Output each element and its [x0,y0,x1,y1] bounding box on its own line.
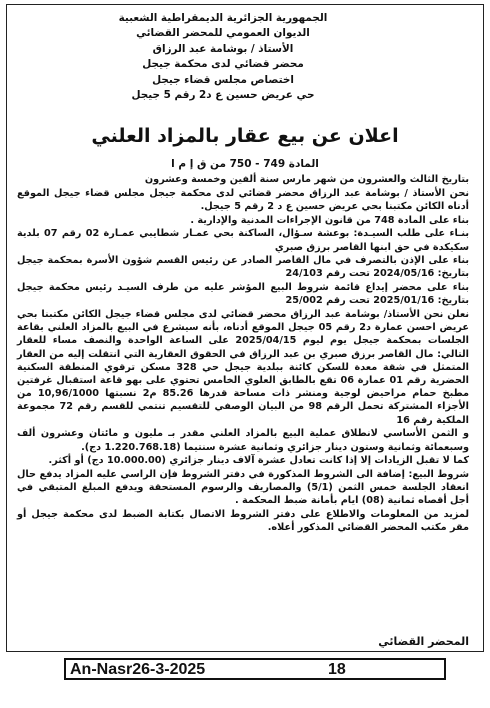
paragraph-bid-increment: كما لا تقبل الزيادات إلا إذا كانت تعادل عشرة آلاف دينار جزائري (10.000.00 دج) أو أكثر. [48,455,469,467]
notice-frame [6,4,484,652]
newspaper-page [6,4,484,704]
notice-body [17,173,469,535]
header-line-office: الديوان العمومي للمحضر القضائي [136,27,310,40]
header-line-jurisdiction: اختصاص مجلس قضاء جيجل [152,73,294,86]
paragraph-contact: لمزيد من المعلومات والاطلاع على دفتر الشروط الاتصال بكتابة الضبط لدى محكمة جيجل أو مقر مكتب المحضر القضائي المذكور أعلاه. [17,509,469,534]
newspaper-footer [64,658,446,680]
paragraph-conditions-filing: بناء على محضر إيداع قائمة شروط البيع المؤشر عليه من طرف السيـد رئيس محكمة جيجل بتاريخ: 2025/01/16 تحت رقم 25/002 [17,282,469,307]
notice-articles: المادة 749 - 750 من ق إ م ا [171,158,319,170]
paragraph-base-price: و الثمن الأساسي لانطلاق عملية البيع بالمزاد العلني مقدر بـ مليون و مائتان وعشرون ألف وسبعمائة وثمانية وستون دينار جزائري وثمانية عشرة سنتيما (1.220.768.18 دج). [17,428,469,453]
paragraph-date: بتاريخ الثالث والعشرون من شهر مارس سنة ألفين وخمسة وعشرون [144,174,469,185]
paragraph-sale-conditions: شروط البيع: إضافة الى الشروط المذكورة في دفتر الشروط فإن الراسي عليه المزاد يدفع حال انعقاد الجلسة خمس الثمن (5/1) والمصاريف والرسوم المستحقة ويدفع المبلغ المتبقي في أجل أقصاه ثمانية (08) ايام بأمانة ضبط المحكمة . [17,468,469,507]
paragraph-legal-basis: بناء على المادة 748 من قانون الإجراءات المدنية والإدارية . [190,214,469,226]
header-line-republic: الجمهورية الجزائرية الديمقراطية الشعبية [118,12,328,24]
newspaper-name-date: An-Nasr26-3-2025 [70,661,206,678]
paragraph-bailiff: نحن الأستاذ / بوشامة عبد الرزاق محضر قضائي لدى محكمة جيجل مجلس قضاء جيجل الموقع أدناه الكائن مكتبنا بحي عريض حسين ع د 2 رقم 5 جيجل. [17,187,469,212]
paragraph-authorization: بناء على الإذن بالتصرف في مال القاصر الصادر عن رئيس القسم شؤون الأسرة بمحكمة جيجل بتاريخ: 2024/05/16 تحت رقم 24/103 [17,255,469,280]
paragraph-requester: بنـاء على طلب السيـدة: بوعشة سـؤال، الساكنة بحي عمـار شطايبي عمـارة 02 رقم 07 بلدية سكيكدة في حق ابنها القاصر برزق صبري [17,228,469,253]
bailiff-header [17,11,429,103]
header-line-bailiff-name: الأستاذ / بوشامة عبد الرزاق [152,42,294,55]
header-line-address: حي عريض حسين ع د2 رقم 5 جيجل [131,89,315,102]
signature: المحضر القضائي [378,635,469,648]
paragraph-property-description: نعلن نحن الأستاذ/ بوشامة عبد الرزاق محضر قضائي لدى مجلس قضاء جيجل الكائن مكتبنا بحي عريض احسن عمارة د2 رقم 05 جيجل الموقع أدناه، بأنه سيشرع في البيع بالمزاد العلني بقاعة الجلسات بمحكمة جيجل يوم ليوم 2025/04/15 على الساعة الواحدة والنصف مساء للعقار التالي: مال القاصر برزق صبري بن عبد الرزاق في الحقوق العقارية التي انتقلت إليه من العقار المتمثل في شقة معدة للسكن كائنة ببلدية جيجل حي 328 مسكن ترقوي المنطقة السكنية الحضرية رقم 01 عمارة 06 تقع بالطابق العلوي الخامس تحتوي على بهو قاعة استقبال غرفتين مطبخ حمام مراحيض لوجية ومنشر ذات مساحة قدرها 85.26 م2 نسبتها 10,96/1000 من الأجزاء المشتركة تحمل الرقم 98 من البيان الوصفي للتقسيم تنتمي للقسم رقم 72 مجموعة الملكية رقم 16 [17,309,470,426]
header-line-court: محضر قضائي لدى محكمة جيجل [142,58,304,71]
notice-title: اعلان عن بيع عقار بالمزاد العلني [91,125,399,147]
page-number: 18 [328,661,346,678]
